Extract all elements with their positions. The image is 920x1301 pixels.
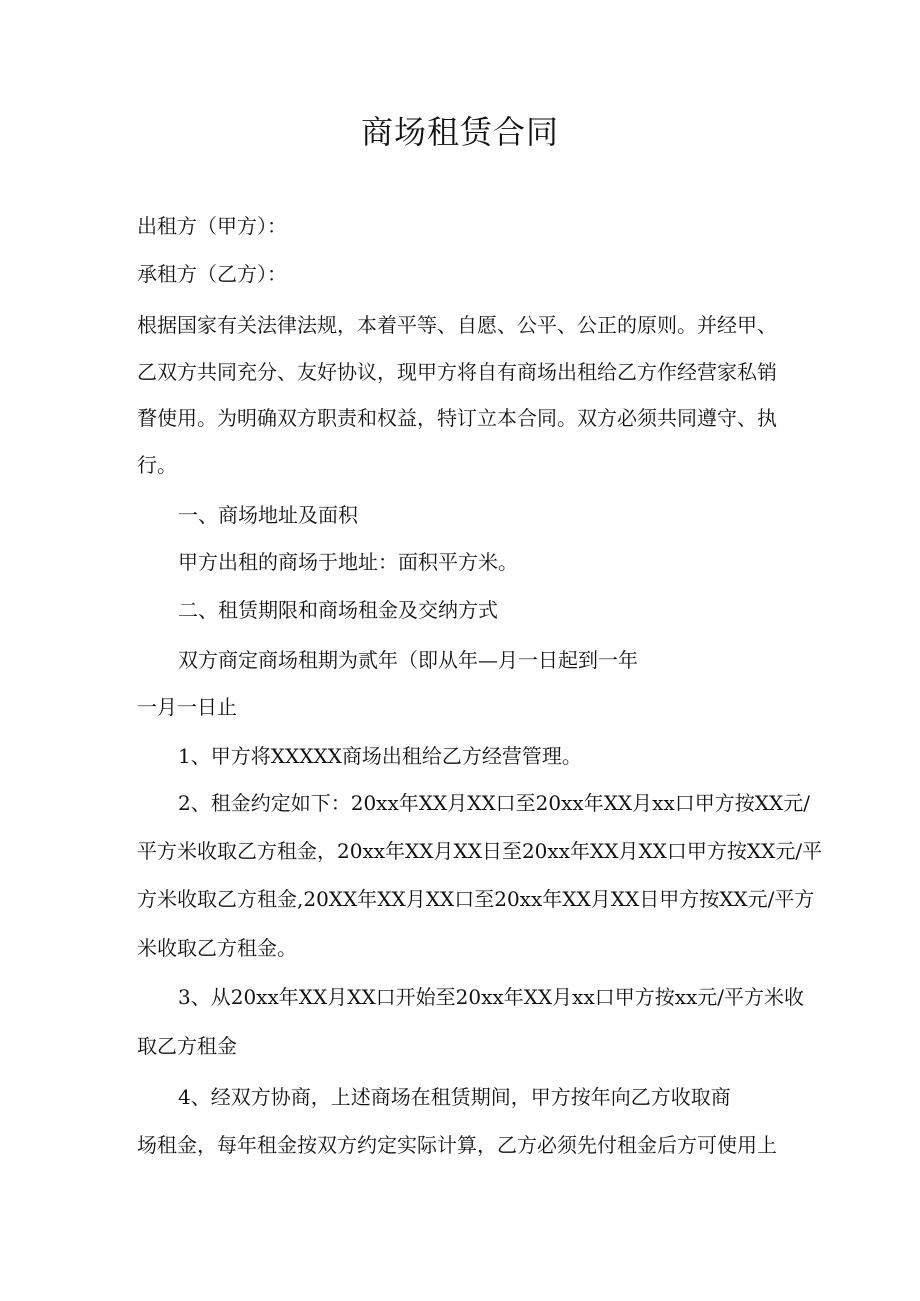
clause-2-line-4: 米收取乙方租金。 [137,936,297,960]
lessor-line: 出租方（甲方）： [137,214,287,238]
section-heading-2: 二、租赁期限和商场租金及交纳方式 [178,598,498,622]
intro-paragraph-line-4: 行。 [137,453,177,477]
intro-paragraph-line-3: 瞀使用。为明确双方职责和权益，特订立本合同。双方必须共同遵守、执 [137,406,777,430]
intro-paragraph-line-1: 根据国家有关法律法规，本着平等、自愿、公平、公正的原则。并经甲、 [137,313,777,337]
clause-3-line-1: 3、从20xx年XX月XX口开始至20xx年XX月xx口甲方按xx元/平方米收 [178,985,805,1009]
clause-2-line-1: 2、租金约定如下：20xx年XX月XX口至20xx年XX月xx口甲方按XX元/ [178,791,810,815]
section-heading-1: 一、商场地址及面积 [178,503,358,527]
term-paragraph-line-2: 一月一日止 [137,695,237,719]
clause-2-line-2: 平方米收取乙方租金，20xx年XX月XX日至20xx年XX月XX口甲方按XX元/平 [137,839,823,863]
clause-1: 1、甲方将XXXXX商场出租给乙方经营管理。 [178,744,582,768]
clause-4-line-1: 4、经双方协商，上述商场在租赁期间，甲方按年向乙方收取商 [178,1085,731,1109]
intro-paragraph-line-2: 乙双方共同充分、友好协议，现甲方将自有商场出租给乙方作经营家私销 [137,360,777,384]
clause-3-line-2: 取乙方租金 [137,1034,237,1058]
section-1-text: 甲方出租的商场于地址：面积平方米。 [178,550,518,574]
term-paragraph-line-1: 双方商定商场租期为贰年（即从年—月一日起到一年 [178,648,638,672]
clause-2-line-3: 方米收取乙方租金,20XX年XX月XX口至20xx年XX月XX日甲方按XX元/平方 [137,887,815,911]
lessee-line: 承租方（乙方）： [137,262,287,286]
clause-4-line-2: 场租金，每年租金按双方约定实际计算，乙方必须先付租金后方可使用上 [137,1133,777,1157]
document-title: 商场租赁合同 [360,113,559,151]
